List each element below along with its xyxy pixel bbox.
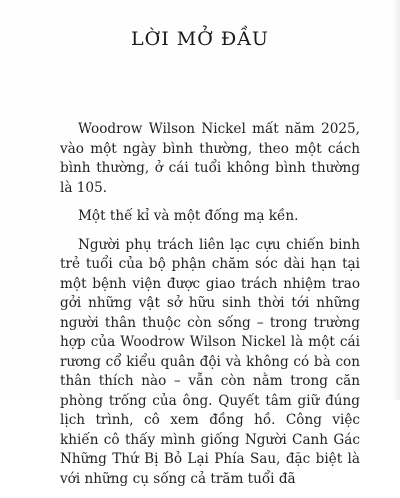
page-edge-shadow — [392, 0, 400, 400]
paragraph-2: Một thế kỉ và một đống mạ kền. — [78, 208, 299, 224]
paragraph-3: Người phụ trách liên lạc cựu chiến binh trẻ tuổi của bộ phận chăm sóc dài hạn tại một bệnh viện được giao trách nhiệm trao gởi những vật sở hữu sinh thời tới những người thân thuộc còn sống – trong trường hợp của Woodrow Wilson Nickel là một cái rương cổ kiểu quân đội và không có bà con thân thích nào – vẫn còn nằm trong căn phòng trống của ông. Quyết tâm giữ đúng lịch trình, cô xem đồng hồ. Công việc khiến cô thấy mình giống Người Canh Gác Những Thứ Bị Bỏ Lại Phía Sau, đặc biệt là với những cụ sống cả trăm tuổi đã — [60, 236, 360, 487]
paragraph-1: Woodrow Wilson Nickel mất năm 2025, vào một ngày bình thường, theo một cách bình thường, ở cái tuổi không bình thường là 105. — [60, 121, 360, 196]
chapter-title: LỜI MỞ ĐẦU — [131, 28, 269, 50]
body-text — [60, 120, 360, 498]
